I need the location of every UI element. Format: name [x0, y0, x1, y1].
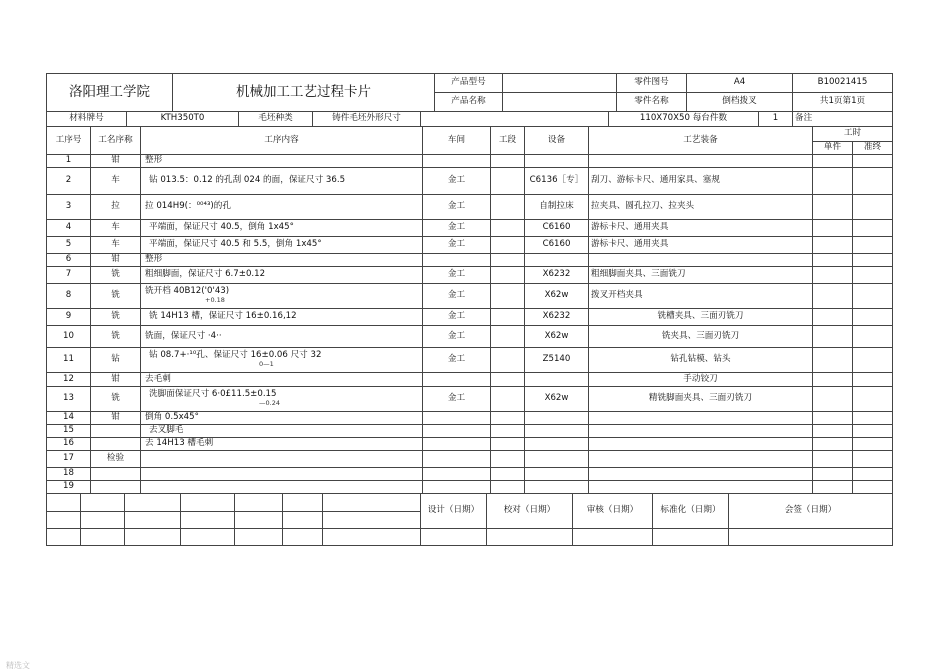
step-equipment: [525, 468, 589, 481]
step-no: 1: [47, 155, 91, 168]
step-prep-time: [853, 481, 893, 494]
step-unit-time: [813, 373, 853, 387]
step-workshop: 金工: [423, 348, 491, 373]
step-equipment: X62w: [525, 326, 589, 348]
step-no: 8: [47, 284, 91, 309]
step-equipment: [525, 155, 589, 168]
blank-size-per-unit: [609, 112, 759, 127]
step-content-text: 铣开档 40B12('0'43): [145, 285, 230, 296]
sign-design: 设计（日期）: [421, 494, 487, 529]
step-unit-time: [813, 284, 853, 309]
step-prep-time: [853, 387, 893, 412]
table-row: [47, 326, 893, 348]
step-no: 5: [47, 237, 91, 254]
table-row: [47, 425, 893, 438]
step-name: [91, 481, 141, 494]
step-content: [141, 326, 423, 348]
step-workshop: [423, 468, 491, 481]
step-unit-time: [813, 425, 853, 438]
table-row: [47, 309, 893, 326]
step-equipment: [525, 412, 589, 425]
step-prep-time: [853, 326, 893, 348]
col-step-no: 工序号: [47, 127, 91, 155]
step-section: [491, 284, 525, 309]
step-section: [491, 348, 525, 373]
step-no: 11: [47, 348, 91, 373]
step-content: [141, 237, 423, 254]
step-content-text: 拉 014H9(：⁰⁰⁴³)的孔: [145, 201, 231, 212]
step-content: [141, 155, 423, 168]
step-prep-time: [853, 168, 893, 195]
step-unit-time: [813, 195, 853, 220]
step-unit-time: [813, 481, 853, 494]
step-prep-time: [853, 220, 893, 237]
blank-type-label: 毛坯种类: [239, 112, 313, 127]
footer-watermark: 精选文: [6, 661, 30, 670]
step-section: [491, 309, 525, 326]
table-row: [47, 481, 893, 494]
step-equipment: C6160: [525, 220, 589, 237]
col-tooling: 工艺装备: [589, 127, 813, 155]
per-unit-value: 1: [759, 112, 793, 127]
step-name: 检验: [91, 451, 141, 468]
step-name: 铣: [91, 326, 141, 348]
step-section: [491, 267, 525, 284]
process-table: [46, 126, 893, 494]
col-prep: 准终: [853, 142, 893, 155]
step-content-text: 平端面，保证尺寸 40.5 和 5.5，倒角 1x45°: [149, 239, 322, 250]
step-name: 铣: [91, 309, 141, 326]
step-content-text: 去毛刺: [145, 373, 171, 384]
step-tooling: [589, 451, 813, 468]
step-workshop: 金工: [423, 237, 491, 254]
step-unit-time: [813, 451, 853, 468]
step-name: 铣: [91, 284, 141, 309]
step-name: 铣: [91, 387, 141, 412]
step-tooling: 铣槽夹具、三面刃铣刀: [589, 309, 813, 326]
step-section: [491, 326, 525, 348]
remark-label: 备注: [793, 112, 893, 127]
step-name: 车: [91, 168, 141, 195]
step-workshop: 金工: [423, 267, 491, 284]
step-section: [491, 412, 525, 425]
step-content: [141, 387, 423, 412]
step-unit-time: [813, 387, 853, 412]
step-equipment: C6160: [525, 237, 589, 254]
step-equipment: [525, 254, 589, 267]
step-unit-time: [813, 168, 853, 195]
step-prep-time: [853, 373, 893, 387]
table-row: [47, 267, 893, 284]
step-prep-time: [853, 425, 893, 438]
step-tooling: 精铣脚面夹具、三面刃铣刀: [589, 387, 813, 412]
step-prep-time: [853, 451, 893, 468]
step-workshop: [423, 373, 491, 387]
step-content: [141, 195, 423, 220]
step-name: [91, 425, 141, 438]
step-tooling: 拉夹具、圆孔拉刀、拉夹头: [589, 195, 813, 220]
step-tooling: 手动铰刀: [589, 373, 813, 387]
step-tooling: [589, 481, 813, 494]
step-content: [141, 168, 423, 195]
step-content-text: 整形: [145, 155, 163, 166]
step-prep-time: [853, 348, 893, 373]
step-equipment: X6232: [525, 309, 589, 326]
step-name: [91, 438, 141, 451]
col-section: 工段: [491, 127, 525, 155]
table-row: [47, 195, 893, 220]
step-equipment: [525, 373, 589, 387]
step-content-text: 粗细脚面，保证尺寸 6.7±0.12: [145, 269, 266, 280]
step-section: [491, 481, 525, 494]
step-no: 18: [47, 468, 91, 481]
step-name: 车: [91, 237, 141, 254]
step-tooling: [589, 155, 813, 168]
step-name: 钳: [91, 155, 141, 168]
process-rows: [47, 155, 893, 494]
step-content: [141, 412, 423, 425]
process-card: [46, 73, 892, 610]
step-no: 10: [47, 326, 91, 348]
step-content-text: 平端面，保证尺寸 40.5，倒角 1x45°: [149, 222, 294, 233]
step-content-text: 洗脚面保证尺寸 6·0£11.5±0.15: [149, 388, 277, 399]
table-row: [47, 348, 893, 373]
step-unit-time: [813, 309, 853, 326]
step-workshop: 金工: [423, 326, 491, 348]
step-unit-time: [813, 267, 853, 284]
step-unit-time: [813, 326, 853, 348]
table-row: [47, 468, 893, 481]
step-content: [141, 348, 423, 373]
step-section: [491, 155, 525, 168]
step-content-text: 去叉脚毛: [149, 425, 184, 436]
table-row: [47, 451, 893, 468]
step-tooling: [589, 468, 813, 481]
step-tooling: 刮刀、游标卡尺、通用家具、塞规: [589, 168, 813, 195]
step-no: 13: [47, 387, 91, 412]
step-equipment: X6232: [525, 267, 589, 284]
step-section: [491, 220, 525, 237]
step-content: [141, 468, 423, 481]
material-label: 材料牌号: [47, 112, 127, 127]
step-equipment: X62w: [525, 387, 589, 412]
table-row: [47, 254, 893, 267]
col-content: 工序内容: [141, 127, 423, 155]
step-tooling: [589, 438, 813, 451]
step-content-text: 铣面，保证尺寸 ·4··: [145, 330, 222, 341]
step-no: 4: [47, 220, 91, 237]
step-section: [491, 168, 525, 195]
step-content-text: 倒角 0.5x45°: [145, 412, 199, 423]
step-section: [491, 468, 525, 481]
step-name: 车: [91, 220, 141, 237]
table-row: [47, 387, 893, 412]
step-workshop: [423, 451, 491, 468]
step-section: [491, 425, 525, 438]
step-equipment: [525, 451, 589, 468]
material-value: KTH350T0: [127, 112, 239, 127]
product-model-label: 产品型号: [435, 74, 503, 93]
step-prep-time: [853, 284, 893, 309]
step-content: [141, 425, 423, 438]
table-row: [47, 373, 893, 387]
blank-size-label: 铸件毛坯外形尺寸: [313, 112, 421, 127]
step-workshop: [423, 412, 491, 425]
step-tooling: 游标卡尺、通用夹具: [589, 237, 813, 254]
step-section: [491, 195, 525, 220]
step-no: 16: [47, 438, 91, 451]
step-equipment: [525, 425, 589, 438]
step-unit-time: [813, 220, 853, 237]
step-section: [491, 373, 525, 387]
sign-review: 审核（日期）: [573, 494, 653, 529]
step-name: 钻: [91, 348, 141, 373]
blank-type-value: [421, 112, 609, 127]
step-no: 15: [47, 425, 91, 438]
step-section: [491, 387, 525, 412]
step-no: 6: [47, 254, 91, 267]
sign-countersign: 会签（日期）: [729, 494, 893, 529]
signoff-table: [46, 493, 893, 546]
step-unit-time: [813, 468, 853, 481]
step-unit-time: [813, 254, 853, 267]
step-tooling: 粗细脚面夹具、三面铣刀: [589, 267, 813, 284]
step-workshop: [423, 155, 491, 168]
material-table: [46, 111, 893, 127]
part-no-value: A4: [687, 74, 793, 93]
step-equipment: 自制拉床: [525, 195, 589, 220]
step-unit-time: [813, 348, 853, 373]
tolerance-note: —0.24: [259, 399, 280, 407]
step-name: [91, 468, 141, 481]
step-no: 7: [47, 267, 91, 284]
step-content-text: 铣 14H13 槽，保证尺寸 16±0.16,12: [149, 311, 297, 322]
step-content-text: 整形: [145, 254, 163, 265]
col-unit: 单件: [813, 142, 853, 155]
step-section: [491, 254, 525, 267]
step-workshop: [423, 481, 491, 494]
col-workshop: 车间: [423, 127, 491, 155]
step-equipment: [525, 481, 589, 494]
step-name: 拉: [91, 195, 141, 220]
sign-proofread: 校对（日期）: [487, 494, 573, 529]
step-tooling: [589, 412, 813, 425]
step-content: [141, 438, 423, 451]
table-row: [47, 168, 893, 195]
step-section: [491, 438, 525, 451]
card-title: 机械加工工艺过程卡片: [173, 74, 435, 112]
step-tooling: [589, 425, 813, 438]
col-man-hour: 工时: [813, 127, 893, 142]
product-name-value[interactable]: [503, 93, 617, 112]
step-prep-time: [853, 195, 893, 220]
step-unit-time: [813, 237, 853, 254]
step-no: 12: [47, 373, 91, 387]
step-content: [141, 284, 423, 309]
step-name: 钳: [91, 373, 141, 387]
page-info: 共1页第1页: [793, 93, 893, 112]
step-content: [141, 451, 423, 468]
step-content: [141, 254, 423, 267]
step-unit-time: [813, 155, 853, 168]
step-content-text: 去 14H13 槽毛刺: [145, 438, 214, 449]
step-content: [141, 309, 423, 326]
step-tooling: 游标卡尺、通用夹具: [589, 220, 813, 237]
step-no: 14: [47, 412, 91, 425]
tolerance-note: 0—1: [259, 360, 274, 368]
step-workshop: 金工: [423, 195, 491, 220]
step-no: 2: [47, 168, 91, 195]
step-workshop: 金工: [423, 220, 491, 237]
step-name: 钳: [91, 412, 141, 425]
step-tooling: 铣夹具、三面刃铣刀: [589, 326, 813, 348]
step-prep-time: [853, 309, 893, 326]
step-prep-time: [853, 237, 893, 254]
step-no: 9: [47, 309, 91, 326]
step-tooling: 钻孔钻模、钻头: [589, 348, 813, 373]
header-table: [46, 73, 893, 112]
school-name: 洛阳理工学院: [47, 74, 173, 112]
step-prep-time: [853, 155, 893, 168]
step-workshop: 金工: [423, 387, 491, 412]
step-workshop: [423, 438, 491, 451]
step-unit-time: [813, 412, 853, 425]
part-no-label: 零件图号: [617, 74, 687, 93]
step-section: [491, 237, 525, 254]
table-row: [47, 237, 893, 254]
part-name-label: 零件名称: [617, 93, 687, 112]
step-workshop: [423, 254, 491, 267]
table-row: [47, 438, 893, 451]
step-no: 19: [47, 481, 91, 494]
product-model-value[interactable]: [503, 74, 617, 93]
step-content: [141, 267, 423, 284]
step-equipment: [525, 438, 589, 451]
step-equipment: C6136［专］: [525, 168, 589, 195]
product-name-label: 产品名称: [435, 93, 503, 112]
table-row: [47, 412, 893, 425]
doc-number: B10021415: [793, 74, 893, 93]
step-no: 3: [47, 195, 91, 220]
step-workshop: [423, 425, 491, 438]
part-name-value: 倒档拨叉: [687, 93, 793, 112]
step-unit-time: [813, 438, 853, 451]
tolerance-note: +0.18: [205, 296, 225, 304]
blank-size-value: 110X70X50: [639, 113, 690, 124]
step-content: [141, 220, 423, 237]
step-prep-time: [853, 468, 893, 481]
step-name: 铣: [91, 267, 141, 284]
step-content-text: 钻 08.7+·¹⁰孔、保证尺寸 16±0.06 尺寸 32: [149, 349, 322, 360]
step-no: 17: [47, 451, 91, 468]
step-prep-time: [853, 267, 893, 284]
table-row: [47, 220, 893, 237]
table-row: [47, 155, 893, 168]
table-row: [47, 284, 893, 309]
step-workshop: 金工: [423, 284, 491, 309]
step-workshop: 金工: [423, 168, 491, 195]
per-unit-label: 每台件数: [692, 113, 728, 124]
col-equipment: 设备: [525, 127, 589, 155]
step-prep-time: [853, 412, 893, 425]
step-content: [141, 481, 423, 494]
step-section: [491, 451, 525, 468]
col-step-name: 工名序称: [91, 127, 141, 155]
step-prep-time: [853, 254, 893, 267]
step-name: 钳: [91, 254, 141, 267]
step-equipment: X62w: [525, 284, 589, 309]
sign-standardize: 标准化（日期）: [653, 494, 729, 529]
step-content: [141, 373, 423, 387]
step-workshop: 金工: [423, 309, 491, 326]
step-equipment: Z5140: [525, 348, 589, 373]
step-prep-time: [853, 438, 893, 451]
step-tooling: [589, 254, 813, 267]
step-content-text: 钻 013.5：0.12 的孔刮 024 的面，保证尺寸 36.5: [149, 175, 346, 186]
step-tooling: 拨叉开档夹具: [589, 284, 813, 309]
